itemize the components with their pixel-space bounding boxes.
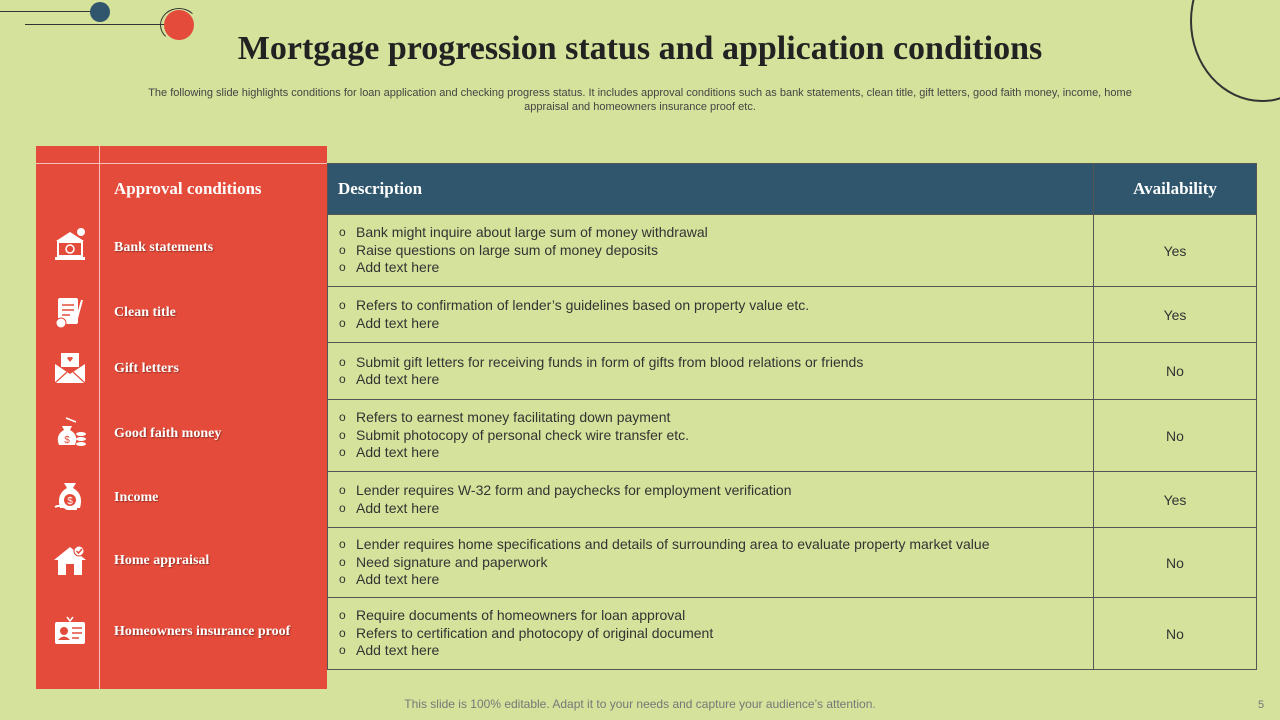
- condition-label-income: Income: [114, 490, 159, 505]
- condition-label-bank-statements: Bank statements: [114, 240, 214, 255]
- svg-text:$: $: [67, 496, 73, 507]
- availability-header: Availability: [1094, 164, 1257, 215]
- description-cell: [328, 287, 1094, 343]
- bullet-item: o Lender requires W-32 form and paychecks for employment verification: [338, 482, 1083, 500]
- panel-divider: [99, 146, 100, 689]
- description-cell: [328, 598, 1094, 670]
- description-cell: [328, 528, 1094, 598]
- table-row: [328, 215, 1257, 287]
- description-cell: [328, 343, 1094, 400]
- condition-label-gift-letters: Gift letters: [114, 361, 179, 376]
- description-cell: [328, 472, 1094, 528]
- slide-title: Mortgage progression status and application conditions: [237, 30, 1043, 67]
- condition-label-clean-title: Clean title: [114, 305, 176, 320]
- availability-cell: Yes: [1094, 215, 1257, 287]
- decorative-line: [25, 24, 175, 25]
- availability-cell: Yes: [1094, 472, 1257, 528]
- bullet-item: o Submit photocopy of personal check wire transfer etc.: [338, 427, 1083, 445]
- decorative-dot-blue: [90, 2, 110, 22]
- bullet-item: o Bank might inquire about large sum of money withdrawal: [338, 224, 1083, 242]
- availability-cell: No: [1094, 343, 1257, 400]
- bullet-item: o Add text here: [338, 444, 1083, 462]
- conditions-header: Approval conditions: [114, 179, 262, 198]
- money-bag-icon: [52, 414, 88, 450]
- table-header-row: [328, 164, 1257, 215]
- document-icon: [52, 294, 88, 330]
- bullet-item: o Add text here: [338, 315, 1083, 333]
- description-cell: [328, 400, 1094, 472]
- svg-text:$: $: [64, 435, 70, 446]
- bullet-item: o Refers to earnest money facilitating down payment: [338, 409, 1083, 427]
- bullet-item: o Add text here: [338, 259, 1083, 277]
- bullet-item: o Need signature and paperwork: [338, 554, 1083, 572]
- table-row: [328, 287, 1257, 343]
- description-cell: [328, 215, 1094, 287]
- table-row: [328, 598, 1257, 670]
- availability-cell: No: [1094, 400, 1257, 472]
- table-row: [328, 472, 1257, 528]
- bullet-item: o Refers to confirmation of lender’s guidelines based on property value etc.: [338, 297, 1083, 315]
- footer-note: This slide is 100% editable. Adapt it to your needs and capture your audience’s attention.: [404, 697, 876, 711]
- panel-divider: [36, 163, 327, 164]
- availability-cell: No: [1094, 528, 1257, 598]
- condition-label-home-appraisal: Home appraisal: [114, 553, 210, 568]
- bank-icon: [52, 227, 88, 263]
- condition-label-homeowners-insurance-proof: Homeowners insurance proof: [114, 624, 291, 639]
- bullet-item: o Submit gift letters for receiving funds in form of gifts from blood relations or friends: [338, 354, 1083, 372]
- availability-cell: No: [1094, 598, 1257, 670]
- income-icon: [52, 479, 88, 515]
- envelope-icon: [52, 350, 88, 386]
- description-header: Description: [328, 164, 1094, 215]
- table-row: [328, 528, 1257, 598]
- bullet-item: o Refers to certification and photocopy of original document: [338, 625, 1083, 643]
- conditions-table: [327, 163, 1257, 670]
- table-row: [328, 400, 1257, 472]
- bullet-item: o Add text here: [338, 371, 1083, 389]
- bullet-item: o Require documents of homeowners for loan approval: [338, 607, 1083, 625]
- bullet-item: o Raise questions on large sum of money deposits: [338, 242, 1083, 260]
- page-number: 5: [1258, 699, 1265, 711]
- decorative-line: [0, 11, 92, 12]
- bullet-item: o Add text here: [338, 642, 1083, 660]
- bullet-item: o Add text here: [338, 500, 1083, 518]
- condition-label-good-faith-money: Good faith money: [114, 426, 222, 441]
- bullet-item: o Add text here: [338, 571, 1083, 589]
- availability-cell: Yes: [1094, 287, 1257, 343]
- bullet-item: o Lender requires home specifications and details of surrounding area to evaluate property market value: [338, 536, 1083, 554]
- house-check-icon: [52, 542, 88, 578]
- slide-subtitle: The following slide highlights conditions for loan application and checking progress status. It includes approval conditions such as bank statements, clean title, gift letters, good faith money, income, home appraisal and homeowners insurance proof etc.: [148, 87, 1132, 113]
- id-card-icon: [52, 614, 88, 650]
- table-row: [328, 343, 1257, 400]
